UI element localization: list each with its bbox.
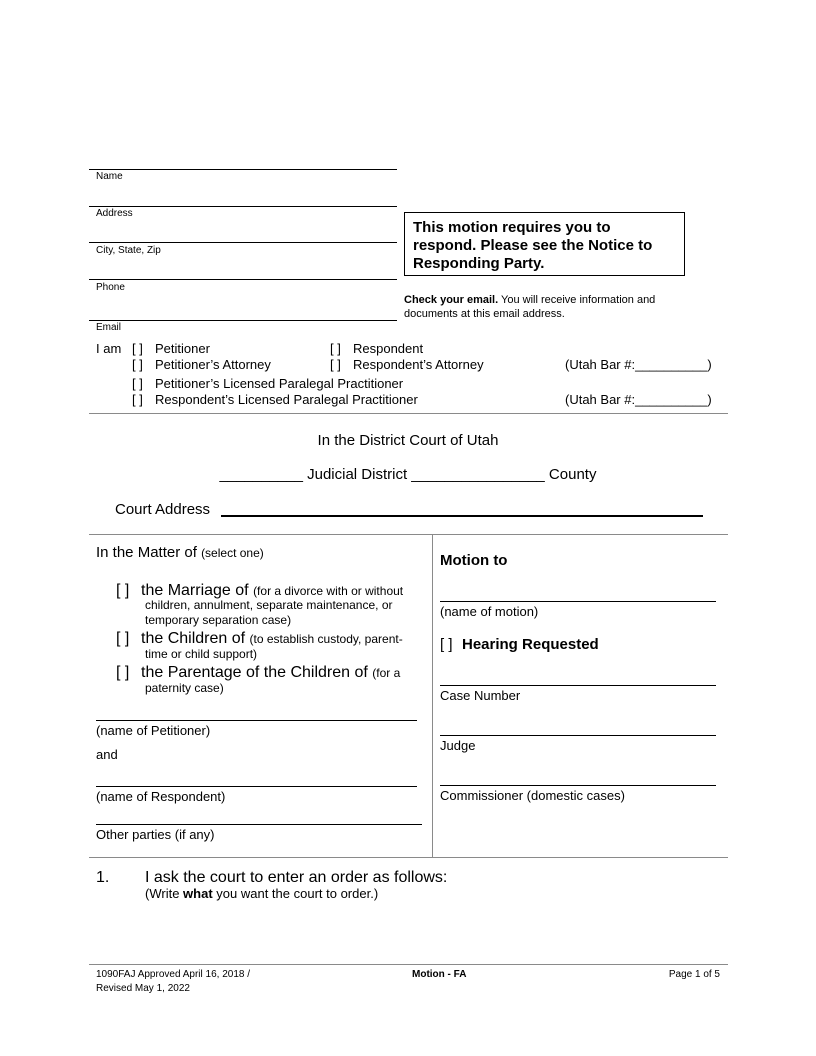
marriage-checkbox[interactable]: [ ]	[116, 582, 130, 599]
marriage-note-3: temporary separation case)	[145, 613, 292, 627]
caption-divider	[432, 534, 433, 857]
court-address-label: Court Address	[115, 501, 211, 518]
children-checkbox[interactable]: [ ]	[116, 630, 130, 647]
parentage-note-2: paternity case)	[145, 681, 224, 695]
children-note-2: time or child support)	[145, 647, 258, 661]
petitioner-lpp-checkbox[interactable]: [ ]	[132, 376, 143, 391]
instr-pre: (Write	[145, 886, 184, 901]
check-email-rest: You will receive information and documents at this email address.	[404, 294, 656, 320]
check-email-bold: Check your email.	[404, 294, 499, 306]
respondent-lpp-checkbox[interactable]: [ ]	[132, 392, 143, 407]
caption-top-border	[89, 534, 728, 535]
commissioner-field[interactable]	[440, 785, 716, 786]
city-state-zip-label: City, State, Zip	[96, 245, 161, 256]
motion-name-label: (name of motion)	[440, 604, 539, 619]
and-label: and	[96, 747, 118, 762]
motion-to-heading: Motion to	[440, 552, 508, 569]
matter-main: In the Matter of	[96, 544, 197, 561]
footer-divider	[89, 964, 728, 965]
hearing-requested-checkbox[interactable]: [ ]	[440, 636, 453, 653]
respondent-attorney-option: Respondent’s Attorney	[353, 357, 484, 372]
marriage-note: (for a divorce with or without	[253, 584, 404, 598]
children-option	[141, 629, 403, 649]
hearing-requested-label: Hearing Requested	[462, 636, 599, 653]
name-line[interactable]	[89, 169, 397, 170]
in-the-matter-heading	[96, 544, 264, 562]
phone-label: Phone	[96, 282, 125, 293]
page-number: Page 1 of 5	[668, 969, 720, 980]
phone-line[interactable]	[89, 279, 397, 280]
instr-bold: what	[183, 886, 213, 901]
address-label: Address	[96, 208, 133, 219]
notice-text: This motion requires you to respond. Please see the Notice to Responding Party.	[413, 219, 653, 272]
petitioner-name-label: (name of Petitioner)	[96, 723, 211, 738]
petitioner-name-field[interactable]	[96, 720, 417, 721]
order-instruction	[145, 886, 378, 902]
email-label: Email	[96, 322, 122, 333]
utah-bar-field-2[interactable]: (Utah Bar #:__________)	[565, 392, 712, 407]
commissioner-label: Commissioner (domestic cases)	[440, 788, 625, 803]
email-line[interactable]	[89, 320, 397, 321]
marriage-main: the Marriage of	[141, 582, 249, 599]
utah-bar-field-1[interactable]: (Utah Bar #:__________)	[565, 357, 712, 372]
respondent-checkbox[interactable]: [ ]	[330, 341, 341, 356]
parentage-checkbox[interactable]: [ ]	[116, 664, 130, 681]
petitioner-attorney-option: Petitioner’s Attorney	[155, 357, 271, 372]
children-main: the Children of	[141, 630, 246, 647]
court-title: In the District Court of Utah	[317, 432, 499, 449]
other-parties-label: Other parties (if any)	[96, 827, 215, 842]
judicial-district-line[interactable]: __________ Judicial District ________________ County	[219, 466, 597, 483]
notice-box	[404, 212, 685, 276]
respondent-name-label: (name of Respondent)	[96, 789, 226, 804]
case-number-field[interactable]	[440, 685, 716, 686]
marriage-note-2: children, annulment, separate maintenance, or	[145, 598, 393, 612]
order-request-heading: I ask the court to enter an order as follows:	[145, 869, 448, 886]
revised-date: Revised May 1, 2022	[96, 983, 190, 994]
caption-bottom-border	[89, 857, 728, 858]
children-note: (to establish custody, parent-	[249, 632, 403, 646]
iam-divider	[89, 413, 728, 414]
petitioner-attorney-checkbox[interactable]: [ ]	[132, 357, 143, 372]
judge-label: Judge	[440, 738, 476, 753]
respondent-option: Respondent	[353, 341, 424, 356]
iam-label: I am	[96, 341, 122, 356]
parentage-note: (for a	[372, 666, 401, 680]
form-title: Motion - FA	[412, 969, 467, 980]
other-parties-field[interactable]	[96, 824, 422, 825]
petitioner-option: Petitioner	[155, 341, 210, 356]
parentage-main: the Parentage of the Children of	[141, 664, 368, 681]
respondent-lpp-option: Respondent’s Licensed Paralegal Practitioner	[155, 392, 418, 407]
matter-note: (select one)	[201, 546, 264, 560]
check-email-note	[404, 293, 704, 321]
petitioner-lpp-option: Petitioner’s Licensed Paralegal Practitioner	[155, 376, 404, 391]
petitioner-checkbox[interactable]: [ ]	[132, 341, 143, 356]
instr-post: you want the court to order.)	[212, 886, 379, 901]
form-code: 1090FAJ Approved April 16, 2018 /	[96, 969, 250, 980]
parentage-option	[141, 663, 400, 683]
respondent-attorney-checkbox[interactable]: [ ]	[330, 357, 341, 372]
city-state-zip-line[interactable]	[89, 242, 397, 243]
case-number-label: Case Number	[440, 688, 521, 703]
judge-field[interactable]	[440, 735, 716, 736]
motion-name-field[interactable]	[440, 601, 716, 602]
item-number: 1.	[96, 869, 110, 886]
court-address-field[interactable]	[221, 515, 703, 517]
address-line[interactable]	[89, 206, 397, 207]
respondent-name-field[interactable]	[96, 786, 417, 787]
name-label: Name	[96, 171, 123, 182]
